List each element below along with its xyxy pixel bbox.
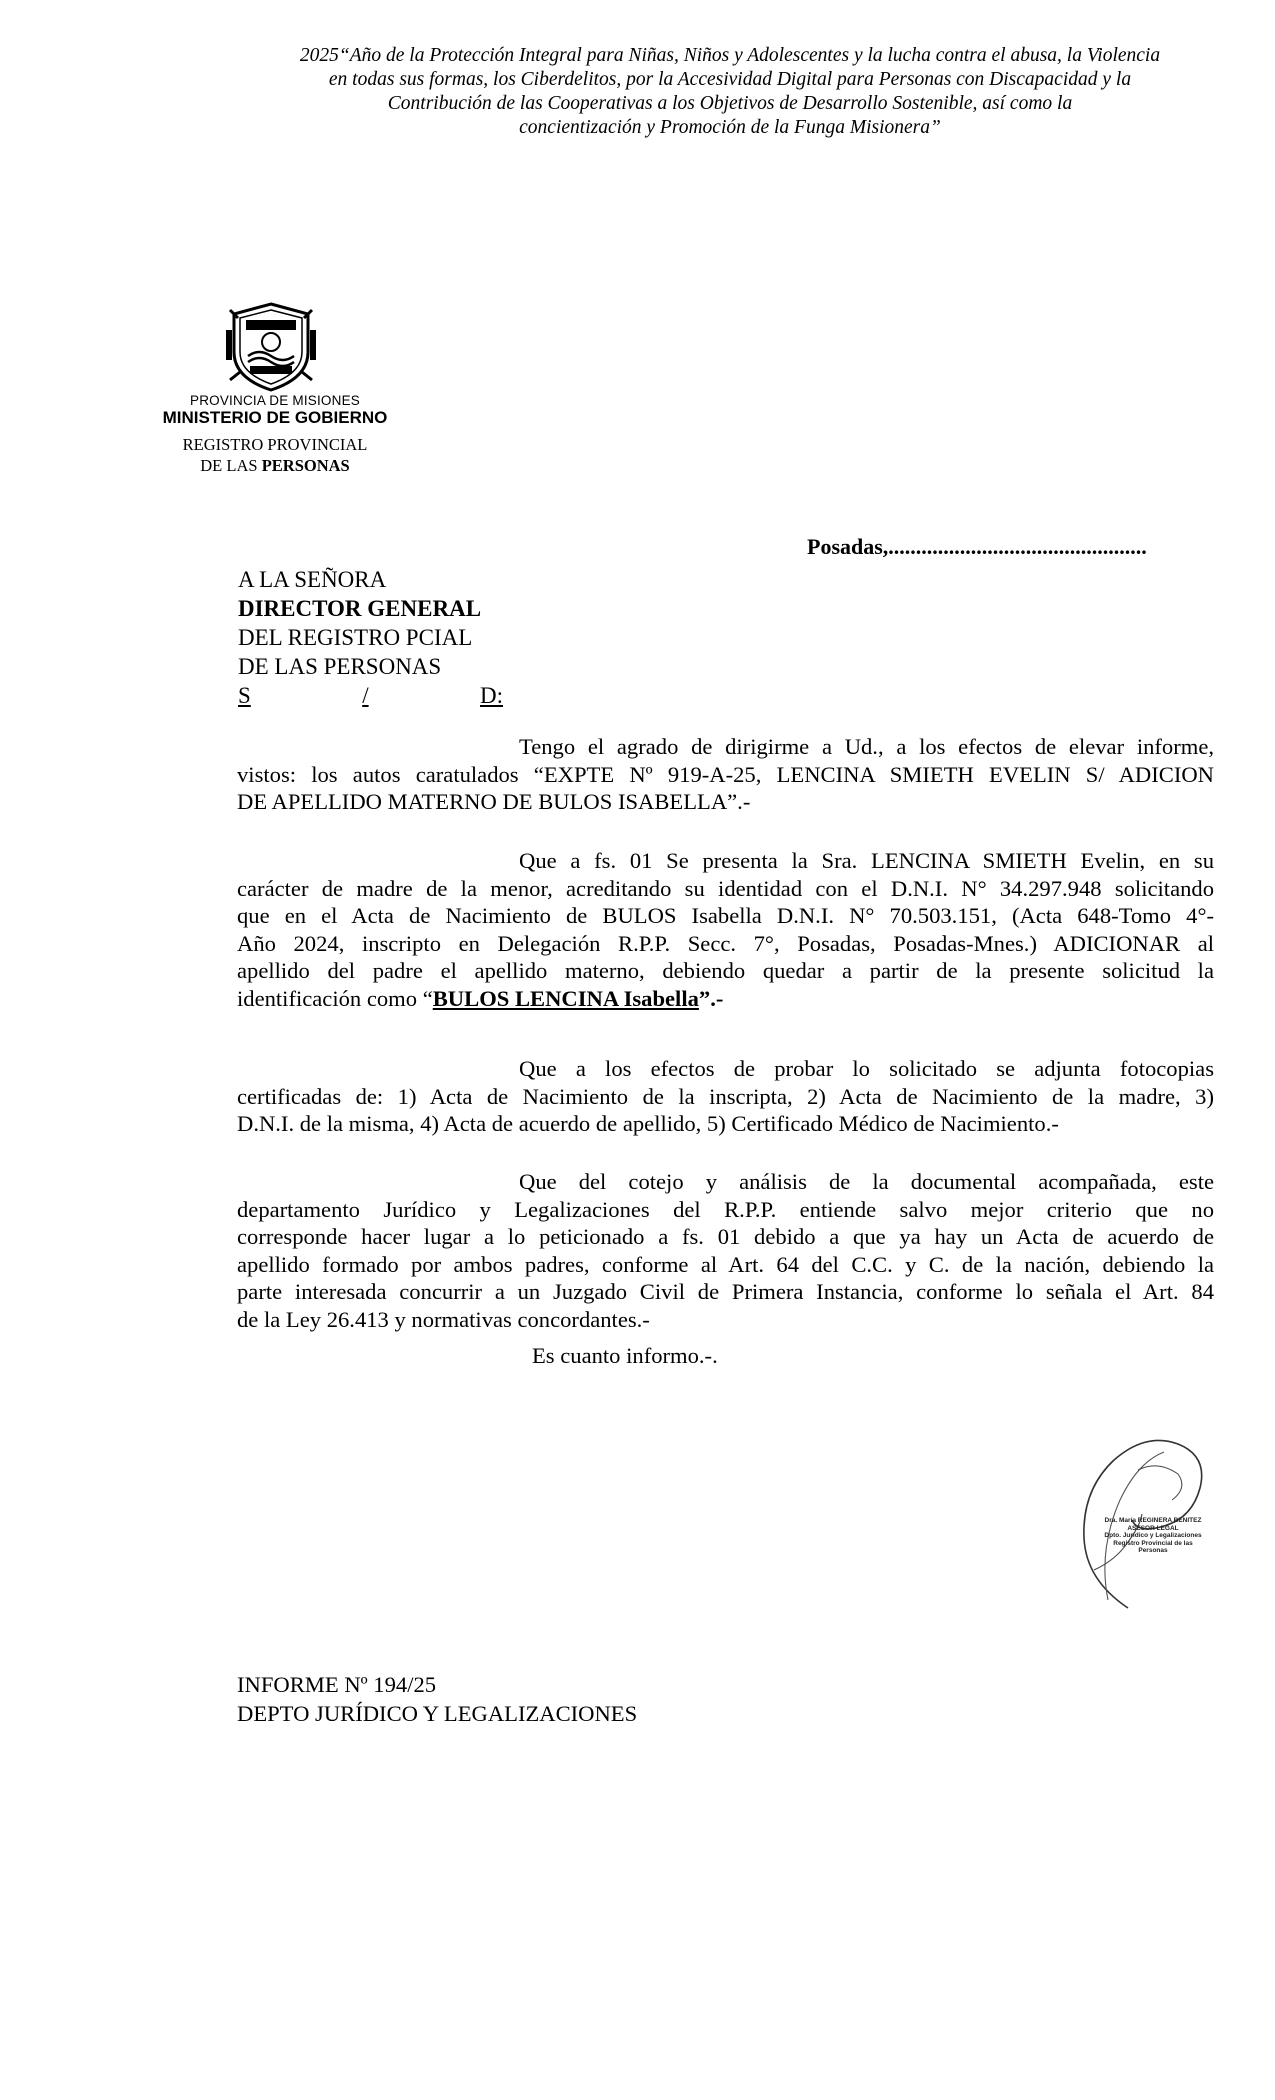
paragraph-line: Año 2024, inscripto en Delegación R.P.P. Secc. 7°, Posadas, Posadas-Mnes.) ADICIONAR al — [237, 930, 1214, 956]
paragraph-analysis — [237, 1168, 1214, 1333]
text-fragment: identificación como “ — [237, 985, 433, 1011]
paragraph-line: D.N.I. de la misma, 4) Acta de acuerdo de apellido, 5) Certificado Médico de Nacimiento.- — [237, 1111, 1059, 1136]
issuing-authority — [150, 394, 400, 476]
place-date-line: Posadas,............................................... — [807, 534, 1147, 559]
province-coat-of-arms-icon — [224, 300, 318, 394]
paragraph-intro — [237, 733, 1214, 816]
motto-line: Contribución de las Cooperativas a los Objetivos de Desarrollo Sostenible, así como la — [387, 93, 1073, 114]
registry-name-line2 — [150, 455, 400, 476]
addressee-line: DE LAS PERSONAS — [238, 654, 442, 679]
paragraph-line: apellido del padre el apellido materno, debiendo quedar a partir de la presente solicitud la — [237, 958, 1214, 983]
paragraph-line: de la Ley 26.413 y normativas concordantes.- — [237, 1306, 650, 1332]
paragraph-line: Que a fs. 01 Se presenta la Sra. LENCINA SMIETH Evelin, en su — [519, 848, 1214, 873]
registry-name-line1: REGISTRO PROVINCIAL — [182, 435, 368, 454]
paragraph-line: corresponde hacer lugar a lo peticionado a fs. 01 debido a que ya hay un Acta de acuerdo de — [237, 1224, 1214, 1249]
motto-line: concientización y Promoción de la Funga Misionera” — [519, 117, 941, 138]
sd-s: S — [238, 683, 251, 708]
report-number: INFORME Nº 194/25 — [237, 1672, 437, 1697]
report-footer — [237, 1670, 637, 1728]
paragraph-line: Tengo el agrado de dirigirme a Ud., a los efectos de elevar informe, — [519, 734, 1214, 759]
department-name: DEPTO JURÍDICO Y LEGALIZACIONES — [237, 1701, 638, 1726]
su-despacho — [238, 681, 503, 710]
paragraph-line: Que del cotejo y análisis de la documental acompañada, este — [519, 1169, 1214, 1194]
sd-slash: / — [362, 683, 369, 708]
sd-d: D: — [480, 683, 503, 708]
registry-bold-word: PERSONAS — [261, 456, 350, 475]
paragraph-attachments — [237, 1055, 1214, 1138]
stamp-line: Registro Provincial de las Personas — [1113, 1539, 1193, 1554]
addressee-line: A LA SEÑORA — [238, 567, 387, 592]
paragraph-request — [237, 847, 1214, 1012]
stamp-line: Dpto. Jurídico y Legalizaciones — [1104, 1532, 1202, 1539]
paragraph-line: DE APELLIDO MATERNO DE BULOS ISABELLA”.- — [237, 789, 751, 814]
motto-line: en todas sus formas, los Ciberdelitos, por la Accesividad Digital para Personas con Discapacidad y la — [328, 69, 1132, 90]
paragraph-line: que en el Acta de Nacimiento de BULOS Isabella D.N.I. N° 70.503.151, (Acta 648-Tomo 4°- — [237, 903, 1214, 928]
paragraph-line: Que a los efectos de probar lo solicitado se adjunta fotocopias — [519, 1056, 1214, 1081]
paragraph-line: certificadas de: 1) Acta de Nacimiento de la inscripta, 2) Acta de Nacimiento de la madre, 3) — [237, 1083, 1214, 1109]
requested-name: BULOS LENCINA Isabella — [432, 985, 699, 1011]
motto-line: 2025“Año de la Protección Integral para Niñas, Niños y Adolescentes y la lucha contra el abusa, la Violencia — [299, 45, 1161, 66]
addressee-block — [238, 565, 503, 710]
addressee-title: DIRECTOR GENERAL — [238, 596, 482, 621]
ministry-name: MINISTERIO DE GOBIERNO — [162, 408, 388, 427]
paragraph-line: vistos: los autos caratulados “EXPTE Nº 919-A-25, LENCINA SMIETH EVELIN S/ ADICION — [237, 761, 1214, 787]
paragraph-line: carácter de madre de la menor, acreditando su identidad con el D.N.I. N° 34.297.948 solicitando — [237, 875, 1214, 901]
paragraph-line: apellido formado por ambos padres, conforme al Art. 64 del C.C. y C. de la nación, debiendo la — [237, 1251, 1214, 1277]
addressee-line: DEL REGISTRO PCIAL — [238, 625, 473, 650]
stamp-line: Dra. María REGINERA BENITEZ — [1104, 1517, 1202, 1524]
signature-stamp — [1098, 1517, 1208, 1555]
registry-prefix: DE LAS — [200, 456, 262, 475]
paragraph-line: departamento Jurídico y Legalizaciones del R.P.P. entiende salvo mejor criterio que no — [237, 1196, 1214, 1222]
year-motto — [250, 44, 1210, 140]
stamp-line: ASESOR LEGAL — [1127, 1524, 1179, 1532]
paragraph-line: parte interesada concurrir a un Juzgado Civil de Primera Instancia, conforme lo señala el Art. 84 — [237, 1279, 1214, 1304]
text-fragment: ”.- — [698, 985, 724, 1011]
province-name: PROVINCIA DE MISIONES — [190, 393, 360, 408]
closing-phrase: Es cuanto informo.-. — [532, 1343, 718, 1368]
paragraph-line — [237, 985, 1214, 1013]
